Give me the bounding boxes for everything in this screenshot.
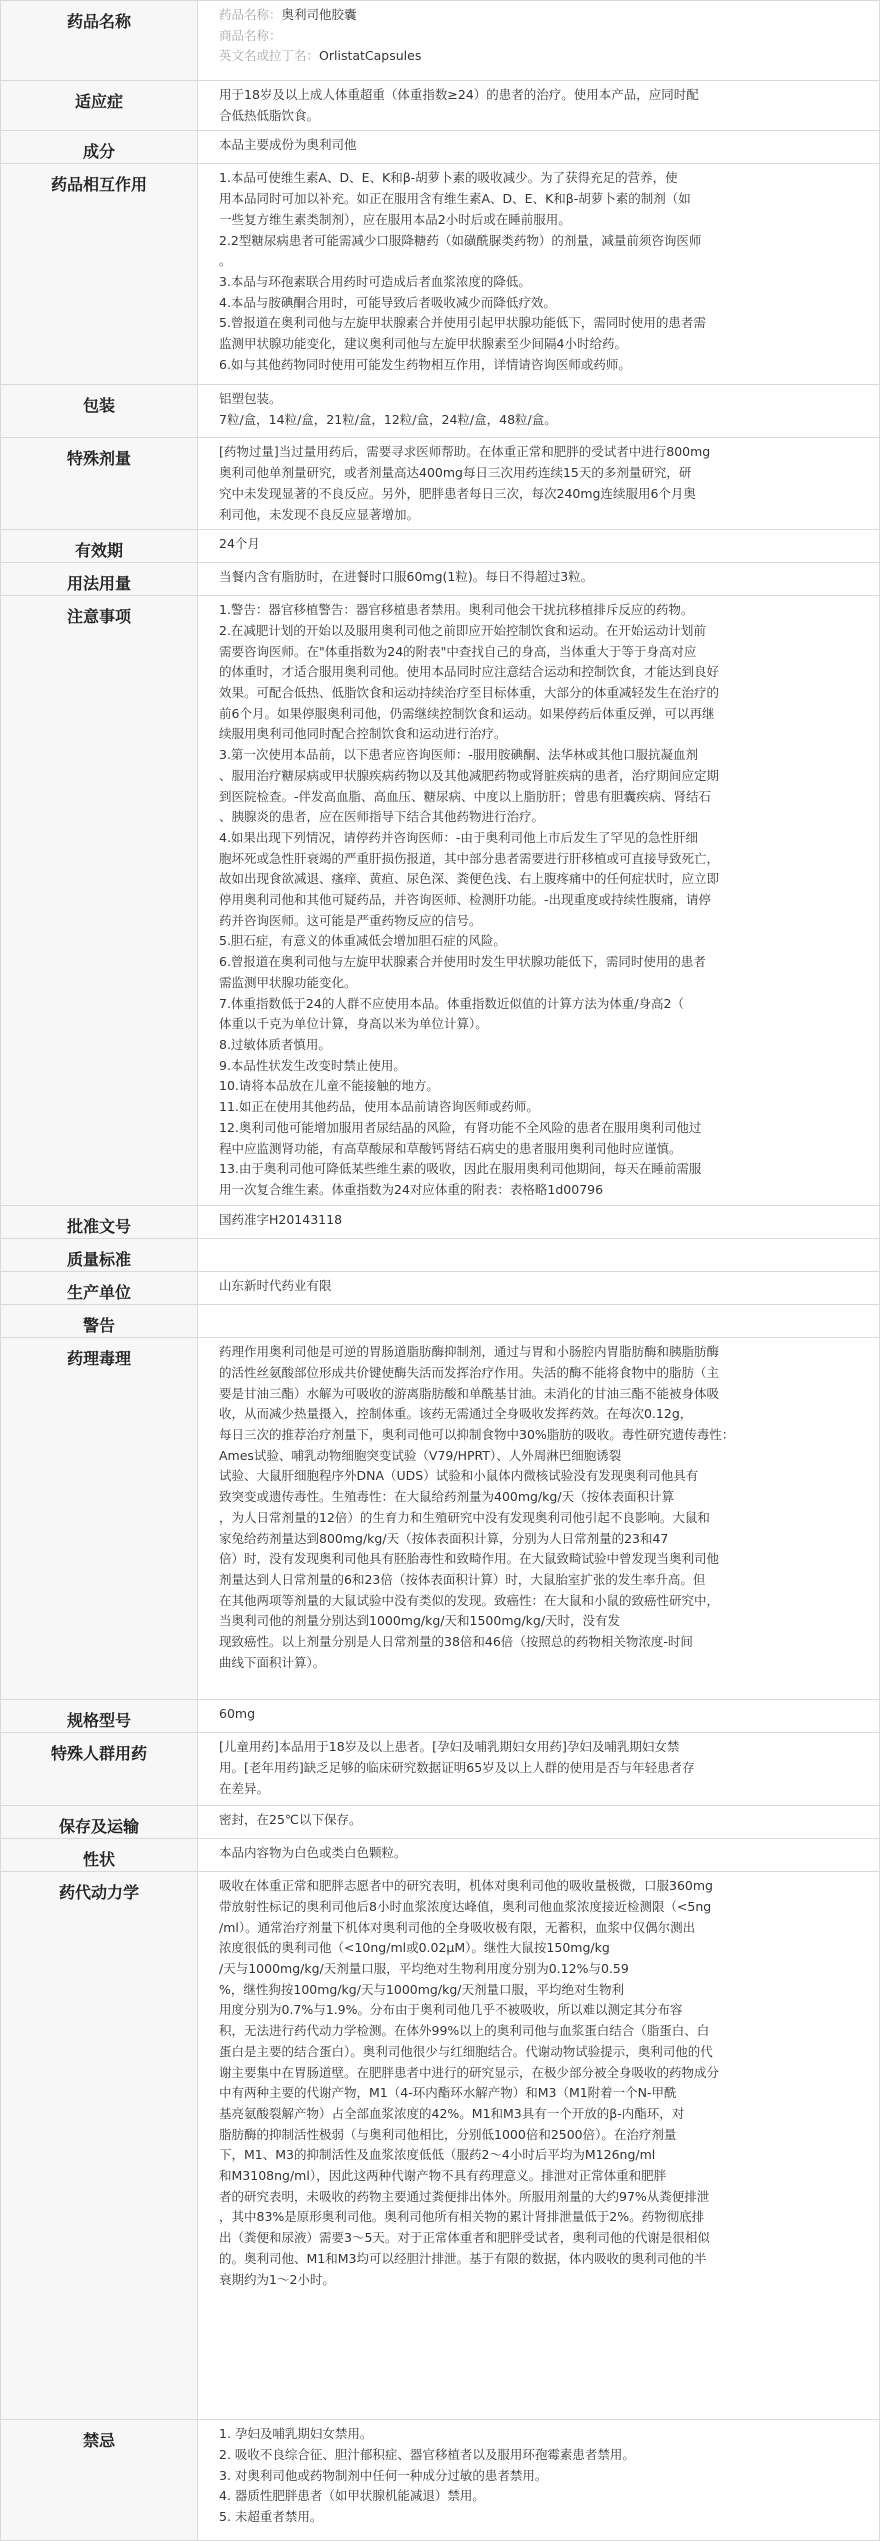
row-value-cell: [198, 596, 880, 1206]
row-value: [药物过量]当过量用药后，需要寻求医师帮助。在体重正常和肥胖的受试者中进行800mg 奥利司他单剂量研究，或者剂量高达400mg每日三次用药连续15天的多剂量研究，研 究中未发现显著的不良反应。另外，肥胖患者每日三次，每次240mg连续服用6个月奥 利司他，未发现不良反应显著增加。: [219, 444, 711, 522]
row-value: 国药准字H20143118: [219, 1212, 343, 1228]
row-value-cell: [198, 81, 880, 131]
info-row: [1, 1839, 880, 1872]
row-value: 本品内容物为白色或类白色颗粒。: [219, 1845, 407, 1861]
row-label-cell: [1, 1700, 198, 1733]
row-value: 密封，在25℃以下保存。: [219, 1812, 362, 1828]
row-value-cell: [198, 2420, 880, 2541]
row-value: 1.本品可使维生素A、D、E、K和β-胡萝卜素的吸收减少。为了获得充足的营养，使 用本品同时可加以补充。如正在服用含有维生素A、D、E、K和β-胡萝卜素的制剂（如 一些复方维生素类制剂），应在服用本品2小时后或在睡前服用。 2.2型糖尿病患者可能需减少口服降糖药（如磺酰脲类药物）的剂量，减量前须咨询医师 。 3.本品与环孢素联合用药时可造成后者血浆浓度的降低。 4.本品与胺碘酮合用时，可能导致后者吸收减少而降低疗效。 5.曾报道在奥利司他与左旋甲状腺素合并使用引起甲状腺功能低下，需同时使用的患者需 监测甲状腺功能变化，建议奥利司他与左旋甲状腺素至少间隔4小时给药。 6.如与其他药物同时使用可能发生药物相互作用，详情请咨询医师或药师。: [219, 170, 706, 372]
row-label: 特殊剂量: [66, 449, 131, 469]
row-value-cell: [198, 1206, 880, 1239]
row-value-cell: [198, 1305, 880, 1338]
row-label: 性状: [82, 1850, 115, 1870]
trade-name-label: 商品名称：: [219, 27, 282, 43]
row-label-cell: [1, 596, 198, 1206]
row-label-cell: [1, 1733, 198, 1806]
row-label-cell: [1, 1, 198, 81]
row-label: 警告: [82, 1316, 115, 1336]
row-label: 特殊人群用药: [50, 1744, 147, 1764]
row-label: 药理毒理: [66, 1349, 131, 1369]
info-row: [1, 1305, 880, 1338]
row-label: 用法用量: [66, 574, 131, 594]
row-label-cell: [1, 1806, 198, 1839]
row-value-cell: [198, 1806, 880, 1839]
row-label-cell: [1, 563, 198, 596]
info-row: [1, 164, 880, 385]
row-value-cell: [198, 1733, 880, 1806]
row-label: 注意事项: [66, 607, 131, 627]
row-label: 成分: [82, 142, 115, 162]
row-label: 药品名称: [66, 12, 131, 31]
row-value-cell: [198, 131, 880, 164]
row-value: 60mg: [219, 1706, 256, 1722]
row-label: 禁忌: [82, 2431, 115, 2451]
info-row: [1, 1872, 880, 2420]
row-label-cell: [1, 530, 198, 563]
info-row: [1, 1733, 880, 1806]
row-label-cell: [1, 81, 198, 131]
row-value-cell: [198, 1839, 880, 1872]
row-value-cell: [198, 1, 880, 81]
row-value: 24个月: [219, 536, 260, 552]
row-value-cell: [198, 1272, 880, 1305]
info-row: [1, 1338, 880, 1700]
row-label: 药品相互作用: [50, 175, 147, 195]
row-label: 有效期: [74, 541, 123, 561]
english-name-value: OrlistatCapsules: [319, 48, 422, 64]
info-row: [1, 596, 880, 1206]
trade-name-line: [219, 26, 859, 47]
row-label: 适应症: [74, 92, 123, 111]
info-row: [1, 81, 880, 131]
row-value-cell: [198, 1239, 880, 1272]
row-label-cell: [1, 1872, 198, 2420]
info-row: [1, 385, 880, 438]
row-value: 1. 孕妇及哺乳期妇女禁用。 2. 吸收不良综合征、胆汁郁积症、器官移植者以及服用环孢霉素患者禁用。 3. 对奥利司他或药物制剂中任何一种成分过敏的患者禁用。 4. 器质性肥胖患者（如甲状腺机能减退）禁用。 5. 未超重者禁用。: [219, 2426, 635, 2525]
row-value: 铝塑包装。 7粒/盒，14粒/盒，21粒/盒，12粒/盒，24粒/盒，48粒/盒。: [219, 391, 557, 428]
info-row: [1, 438, 880, 530]
row-label: 生产单位: [66, 1283, 131, 1303]
info-row: [1, 1206, 880, 1239]
row-value: 用于18岁及以上成人体重超重（体重指数≥24）的患者的治疗。使用本产品，应同时配 合低热低脂饮食。: [219, 87, 699, 123]
row-label: 保存及运输: [58, 1817, 139, 1837]
row-label-cell: [1, 1338, 198, 1700]
info-row: [1, 563, 880, 596]
row-label: 规格型号: [66, 1711, 131, 1731]
info-row: [1, 131, 880, 164]
info-row: [1, 530, 880, 563]
row-value-cell: [198, 563, 880, 596]
info-row: [1, 1, 880, 81]
row-label-cell: [1, 1305, 198, 1338]
info-row: [1, 1700, 880, 1733]
row-value: 吸收在体重正常和肥胖志愿者中的研究表明，机体对奥利司他的吸收量极微，口服360mg 带放射性标记的奥利司他后8小时血浆浓度达峰值，奥利司他血浆浓度接近检测限（<5ng /ml）。通常治疗剂量下机体对奥利司他的全身吸收极有限，无蓄积，血浆中仅偶尔测出 浓度很低的奥利司他（<10ng/ml或0.02μM）。继性大鼠按150mg/kg /天与1000mg/kg/天剂量口服，平均绝对生物利用度分别为0.12%与0.59 %，继性狗按100mg/kg/天与1000mg/kg/天剂量口服，平均绝对生物利 用度分别为0.7%与1.9%。分布由于奥利司他几乎不被吸收，所以难以测定其分布容 积，无法进行药代动力学检测。在体外99%以上的奥利司他与血浆蛋白结合（脂蛋白、白 蛋白是主要的结合蛋白）。奥利司他很少与红细胞结合。代谢动物试验提示，奥利司他的代 谢主要集中在胃肠道壁。在肥胖患者中进行的研究显示，在极少部分被全身吸收的药物成分 中有两种主要的代谢产物，M1（4-环内酯环水解产物）和M3（M1附着一个N-甲酰 基亮氨酸裂解产物）占全部血浆浓度的42%。M1和M3具有一个开放的β-内酯环，对 脂肪酶的抑制活性极弱（与奥利司他相比，分别低1000倍和2500倍）。在治疗剂量 下，M1、M3的抑制活性及血浆浓度低低（服药2～4小时后平均为M126ng/ml 和M3108ng/ml），因此这两种代谢产物不具有药理意义。排泄对正常体重和肥胖 者的研究表明，未吸收的药物主要通过粪便排出体外。所服用剂量的大约97%从粪便排泄 ，其中83%是原形奥利司他。奥利司他所有相关物的累计肾排泄量低于2%。药物彻底排 出（粪便和尿液）需要3～5天。对于正常体重者和肥胖受试者，奥利司他的代谢是很相似 的。奥利司他、M1和M3均可以经胆汁排泄。基于有限的数据，体内吸收的奥利司他的半 衰期约为1～2小时。: [219, 1878, 720, 2287]
row-value-cell: [198, 385, 880, 438]
row-value-cell: [198, 1338, 880, 1700]
row-label: 批准文号: [66, 1217, 131, 1237]
english-name-line: [219, 46, 859, 67]
row-label-cell: [1, 1272, 198, 1305]
row-value-cell: [198, 1700, 880, 1733]
row-value: 药理作用奥利司他是可逆的胃肠道脂肪酶抑制剂，通过与胃和小肠腔内胃脂肪酶和胰脂肪酶 的活性丝氨酸部位形成共价键使酶失活而发挥治疗作用。失活的酶不能将食物中的脂肪（主 要是甘油三酯）水解为可吸收的游离脂肪酸和单酰基甘油。未消化的甘油三酯不能被身体吸 收，从而减少热量摄入，控制体重。该药无需通过全身吸收发挥药效。在每次0.12g， 每日三次的推荐治疗剂量下，奥利司他可以抑制食物中30%脂肪的吸收。毒性研究遗传毒性： Ames试验、哺乳动物细胞突变试验（V79/HPRT）、人外周淋巴细胞诱裂 试验、大鼠肝细胞程序外DNA（UDS）试验和小鼠体内微核试验没有发现奥利司他具有 致突变或遗传毒性。生殖毒性：在大鼠给药剂量为400mg/kg/天（按体表面积计算 ，为人日常剂量的12倍）的生育力和生殖研究中没有发现奥利司他引起不良影响。大鼠和 家兔给药剂量达到800mg/kg/天（按体表面积计算，分别为人日常剂量的23和47 倍）时，没有发现奥利司他具有胚胎毒性和致畸作用。在大鼠致畸试验中曾发现当奥利司他 剂量达到人日常剂量的6和23倍（按体表面积计算）时，大鼠胎室扩张的发生率升高。但 在其他两项等剂量的大鼠试验中没有类似的发现。致癌性：在大鼠和小鼠的致癌性研究中， 当奥利司他的剂量分别达到1000mg/kg/天和1500mg/kg/天时，没有发 现致癌性。以上剂量分别是人日常剂量的38倍和46倍（按照总的药物相关物浓度-时间 曲线下面积计算）。: [219, 1344, 735, 1670]
row-value-cell: [198, 1872, 880, 2420]
english-name-label: 英文名或拉丁名：: [219, 48, 320, 64]
row-label-cell: [1, 2420, 198, 2541]
row-label-cell: [1, 1839, 198, 1872]
row-label-cell: [1, 438, 198, 530]
row-label: 药代动力学: [58, 1883, 139, 1903]
row-value: 本品主要成份为奥利司他: [219, 137, 357, 153]
row-label: 包装: [82, 396, 115, 416]
info-row: [1, 1272, 880, 1305]
info-row: [1, 2420, 880, 2541]
row-label-cell: [1, 1206, 198, 1239]
row-value: 山东新时代药业有限: [219, 1278, 332, 1294]
row-value: [儿童用药]本品用于18岁及以上患者。[孕妇及哺乳期妇女用药]孕妇及哺乳期妇女禁 用。[老年用药]缺乏足够的临床研究数据证明65岁及以上人群的使用是否与年轻患者存 在差异。: [219, 1739, 695, 1796]
row-value: 当餐内含有脂肪时，在进餐时口服60mg(1粒)。每日不得超过3粒。: [219, 569, 594, 585]
row-value-cell: [198, 164, 880, 385]
row-label-cell: [1, 131, 198, 164]
generic-name-line: [219, 5, 859, 26]
row-label-cell: [1, 164, 198, 385]
row-label: 质量标准: [66, 1250, 131, 1270]
generic-name-value: 奥利司他胶囊: [281, 7, 357, 22]
row-label-cell: [1, 1239, 198, 1272]
row-value: 1.警告：器官移植警告：器官移植患者禁用。奥利司他会干扰抗移植排斥反应的药物。 2.在减肥计划的开始以及服用奥利司他之前即应开始控制饮食和运动。在开始运动计划前 需要咨询医师。在"体重指数为24的附表"中查找自己的身高，当体重大于等于身高对应 的体重时，才适合服用奥利司他。使用本品同时应注意结合运动和控制饮食，才能达到良好 效果。可配合低热、低脂饮食和运动持续治疗至目标体重，大部分的体重减轻发生在治疗的 前6个月。如果停服奥利司他，仍需继续控制饮食和运动。如果停药后体重反弹，可以再继 续服用奥利司他同时配合控制饮食和运动进行治疗。 3.第一次使用本品前，以下患者应咨询医师：-服用胺碘酮、法华林或其他口服抗凝血剂 、服用治疗糖尿病或甲状腺疾病药物以及其他减肥药物或肾脏疾病的患者，治疗期间应定期 到医院检查。-伴发高血脂、高血压、糖尿病、中度以上脂肪肝；曾患有胆囊疾病、肾结石 、胰腺炎的患者，应在医师指导下结合其他药物进行治疗。 4.如果出现下列情况，请停药并咨询医师：-由于奥利司他上市后发生了罕见的急性肝细 胞坏死或急性肝衰竭的严重肝损伤报道，其中部分患者需要进行肝移植或可直接导致死亡， 故如出现食欲减退、瘙痒、黄疸、尿色深、粪便色浅、右上腹疼痛中的任何症状时，应立即 停用奥利司他和其他可疑药品，并咨询医师、检测肝功能。-出现重度或持续性腹痛，请停 药并咨询医师。这可能是严重药物反应的信号。 5.胆石症，有意义的体重减低会增加胆石症的风险。 6.曾报道在奥利司他与左旋甲状腺素合并使用时发生甲状腺功能低下，需同时使用的患者 需监测甲状腺功能变化。 7.体重指数低于24的人群不应使用本品。体重指数近似值的计算方法为体重/身高2（ 体重以千克为单位计算，身高以米为单位计算）。 8.过敏体质者慎用。 9.本品性状发生改变时禁止使用。 10.请将本品放在儿童不能接触的地方。 11.如正在使用其他药品，使用本品前请咨询医师或药师。 12.奥利司他可能增加服用者尿结晶的风险，有肾功能不全风险的患者在服用奥利司他过 程中应监测肾功能，有高草酸尿和草酸钙肾结石病史的患者服用奥利司他时应谨慎。 13.由于奥利司他可降低某些维生素的吸收，因此在服用奥利司他期间，每天在睡前需服 用一次复合维生素。体重指数为24对应体重的附表：表格略1d00796: [219, 602, 720, 1197]
generic-name-label: 药品名称：: [219, 7, 282, 22]
row-label-cell: [1, 385, 198, 438]
row-value-cell: [198, 530, 880, 563]
info-row: [1, 1239, 880, 1272]
row-value-cell: [198, 438, 880, 530]
info-row: [1, 1806, 880, 1839]
